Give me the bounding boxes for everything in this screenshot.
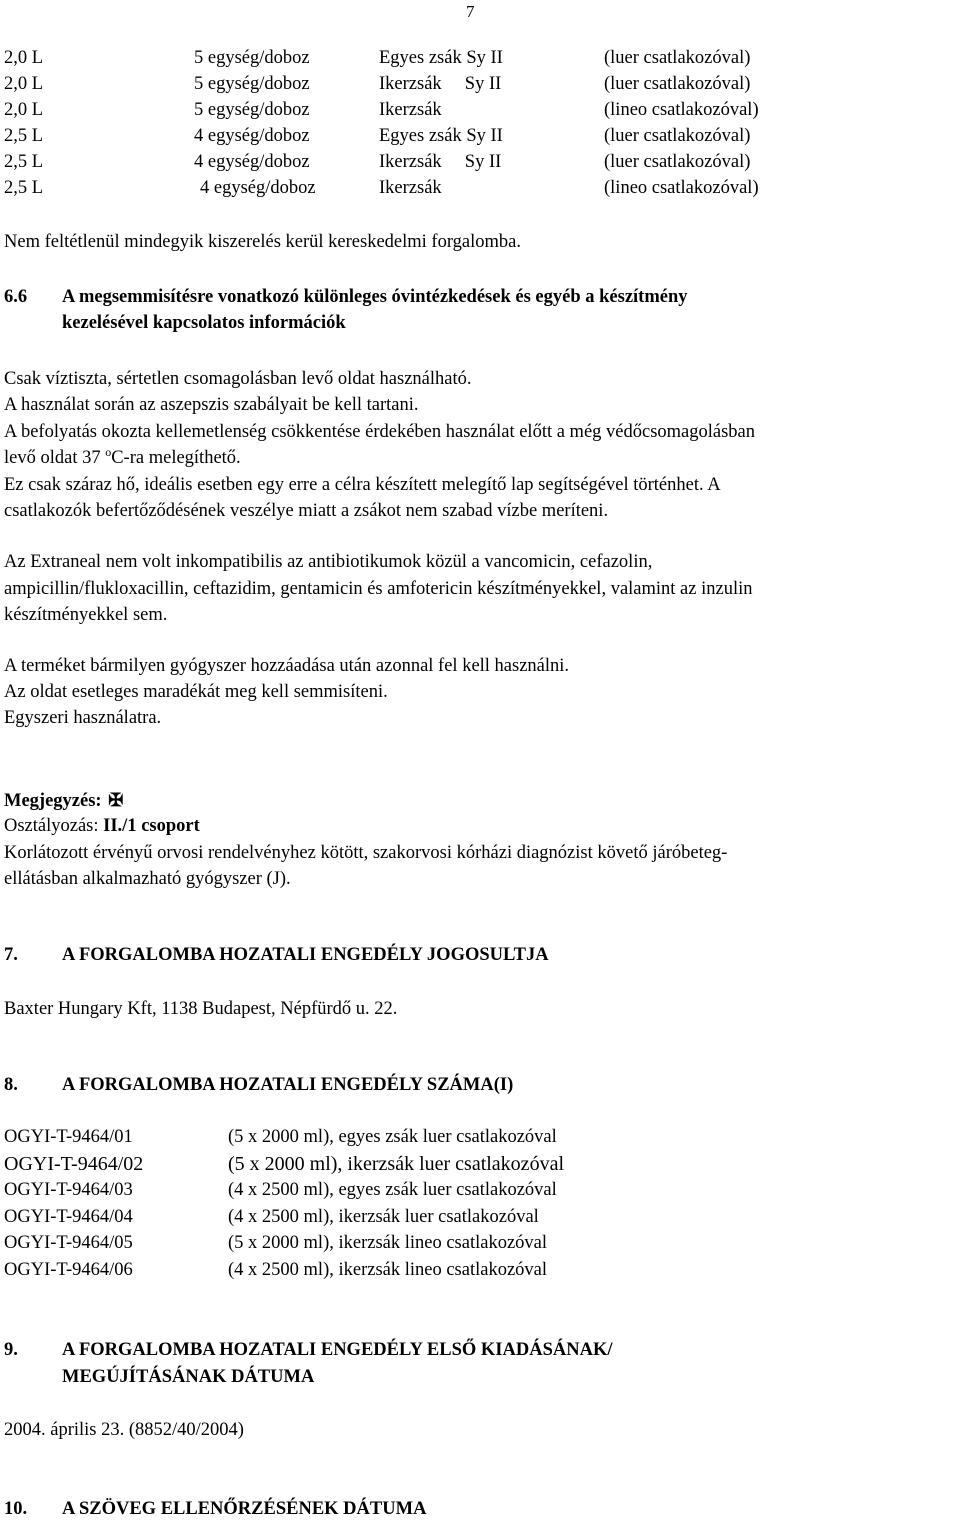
text-line: A használat során az aszepszis szabályait be kell tartani. — [4, 395, 419, 415]
packaging-row — [4, 45, 954, 71]
section-number: 10. — [4, 1499, 28, 1519]
authorisation-row — [4, 1204, 804, 1231]
text-fragment: levő oldat 37 — [4, 448, 106, 468]
packaging-connector: (luer csatlakozóval) — [604, 48, 751, 68]
section-title: A FORGALOMBA HOZATALI ENGEDÉLY JOGOSULTJA — [62, 945, 549, 965]
text-fragment: C-ra melegíthető. — [111, 448, 241, 468]
text-line — [4, 445, 959, 471]
text-line: Csak víztiszta, sértetlen csomagolásban levő oldat használható. — [4, 369, 472, 389]
authorisation-desc: (4 x 2500 ml), ikerzsák luer csatlakozóval — [228, 1206, 539, 1227]
packaging-connector: (luer csatlakozóval) — [604, 74, 751, 94]
classification — [4, 813, 959, 839]
section-number: 7. — [4, 945, 18, 965]
packaging-bag: Egyes zsák Sy II — [379, 126, 503, 146]
packaging-volume: 2,0 L — [4, 100, 44, 120]
packaging-connector: (lineo csatlakozóval) — [604, 100, 759, 120]
packaging-row — [4, 71, 954, 97]
cross-symbol-icon: ✠ — [108, 790, 124, 810]
first-authorisation-date: 2004. április 23. (8852/40/2004) — [4, 1420, 244, 1440]
authorisation-code: OGYI-T-9464/01 — [4, 1127, 133, 1147]
packaging-units: 4 egység/doboz — [194, 126, 310, 146]
text-line: A terméket bármilyen gyógyszer hozzáadása után azonnal fel kell használni. — [4, 656, 570, 676]
authorisation-row — [4, 1177, 804, 1204]
packaging-row — [4, 97, 954, 123]
packaging-units: 5 egység/doboz — [194, 100, 310, 120]
authorisation-code: OGYI-T-9464/02 — [4, 1152, 144, 1175]
authorisation-list — [4, 1124, 804, 1283]
packaging-list — [4, 45, 954, 201]
text-line: csatlakozók befertőződésének veszélye miatt a zsákot nem szabad vízbe meríteni. — [4, 501, 609, 521]
packaging-bag: Ikerzsák — [379, 178, 442, 198]
authorisation-row — [4, 1124, 804, 1151]
section-6-6-heading — [4, 284, 959, 310]
section-10-heading — [4, 1496, 959, 1522]
authorisation-desc: (5 x 2000 ml), ikerzsák luer csatlakozóval — [228, 1152, 564, 1175]
packaging-bag: Ikerzsák Sy II — [379, 74, 502, 94]
section-title: A SZÖVEG ELLENŐRZÉSÉNEK DÁTUMA — [62, 1499, 427, 1519]
authorisation-row — [4, 1257, 804, 1284]
text-line: Ez csak száraz hő, ideális esetben egy erre a célra készített melegítő lap segítségével történhet. A — [4, 475, 721, 495]
section-number: 6.6 — [4, 287, 28, 307]
packaging-bag: Ikerzsák Sy II — [379, 152, 502, 172]
section-8-heading — [4, 1072, 959, 1098]
section-9-heading — [4, 1337, 959, 1363]
authorisation-desc: (5 x 2000 ml), ikerzsák lineo csatlakozóval — [228, 1233, 548, 1253]
section-title: A FORGALOMBA HOZATALI ENGEDÉLY ELSŐ KIADÁSÁNAK/ — [62, 1340, 613, 1360]
packaging-units: 5 egység/doboz — [194, 74, 310, 94]
note-heading — [4, 787, 959, 814]
text-line: ellátásban alkalmazható gyógyszer (J). — [4, 869, 291, 889]
authorisation-code: OGYI-T-9464/04 — [4, 1206, 133, 1227]
text-line: ampicillin/flukloxacillin, ceftazidim, gentamicin és amfotericin készítményekkel, valamint az inzulin — [4, 579, 753, 599]
text-line: Korlátozott érvényű orvosi rendelvényhez kötött, szakorvosi kórházi diagnózist követő járóbeteg- — [4, 843, 728, 863]
packaging-volume: 2,5 L — [4, 126, 44, 146]
section-6-6-heading-cont: kezelésével kapcsolatos információk — [62, 313, 346, 333]
packaging-units: 4 egység/doboz — [200, 178, 316, 198]
section-7-heading — [4, 942, 959, 968]
authorisation-row — [4, 1230, 804, 1257]
not-all-marketed-note: Nem feltétlenül mindegyik kiszerelés kerül kereskedelmi forgalomba. — [4, 232, 521, 252]
packaging-row — [4, 123, 954, 149]
packaging-volume: 2,5 L — [4, 178, 44, 198]
packaging-connector: (luer csatlakozóval) — [604, 152, 751, 172]
note-label: Megjegyzés: — [4, 791, 102, 811]
packaging-volume: 2,0 L — [4, 74, 44, 94]
packaging-bag: Ikerzsák — [379, 100, 442, 120]
packaging-bag: Egyes zsák Sy II — [379, 48, 503, 68]
text-line: Egyszeri használatra. — [4, 708, 162, 728]
marketing-holder: Baxter Hungary Kft, 1138 Budapest, Népfürdő u. 22. — [4, 999, 398, 1019]
packaging-units: 4 egység/doboz — [194, 152, 310, 172]
page-number: 7 — [466, 2, 475, 21]
packaging-volume: 2,5 L — [4, 152, 44, 172]
section-9-heading-cont: MEGÚJÍTÁSÁNAK DÁTUMA — [62, 1367, 315, 1387]
authorisation-desc: (5 x 2000 ml), egyes zsák luer csatlakozóval — [228, 1127, 557, 1147]
authorisation-code: OGYI-T-9464/06 — [4, 1259, 133, 1280]
packaging-row — [4, 175, 954, 201]
packaging-volume: 2,0 L — [4, 48, 44, 68]
text-line: készítményekkel sem. — [4, 605, 168, 625]
authorisation-code: OGYI-T-9464/05 — [4, 1233, 133, 1253]
authorisation-code: OGYI-T-9464/03 — [4, 1180, 133, 1200]
degree-superscript: o — [105, 444, 112, 459]
text-line: Az Extraneal nem volt inkompatibilis az antibiotikumok közül a vancomicin, cefazolin, — [4, 552, 653, 572]
section-number: 8. — [4, 1075, 18, 1095]
authorisation-desc: (4 x 2500 ml), egyes zsák luer csatlakozóval — [228, 1180, 557, 1200]
packaging-units: 5 egység/doboz — [194, 48, 310, 68]
text-line: A befolyatás okozta kellemetlenség csökkentése érdekében használat előtt a még védőcsomagolásban — [4, 422, 756, 442]
packaging-connector: (lineo csatlakozóval) — [604, 178, 759, 198]
classification-label: Osztályozás: — [4, 816, 104, 836]
authorisation-row — [4, 1151, 804, 1178]
packaging-connector: (luer csatlakozóval) — [604, 126, 751, 146]
section-number: 9. — [4, 1340, 18, 1360]
section-title: A megsemmisítésre vonatkozó különleges óvintézkedések és egyéb a készítmény — [62, 287, 688, 307]
packaging-row — [4, 149, 954, 175]
classification-value: II./1 csoport — [103, 816, 200, 836]
authorisation-desc: (4 x 2500 ml), ikerzsák lineo csatlakozóval — [228, 1259, 548, 1280]
text-line: Az oldat esetleges maradékát meg kell semmisíteni. — [4, 682, 388, 702]
section-title: A FORGALOMBA HOZATALI ENGEDÉLY SZÁMA(I) — [62, 1075, 514, 1095]
